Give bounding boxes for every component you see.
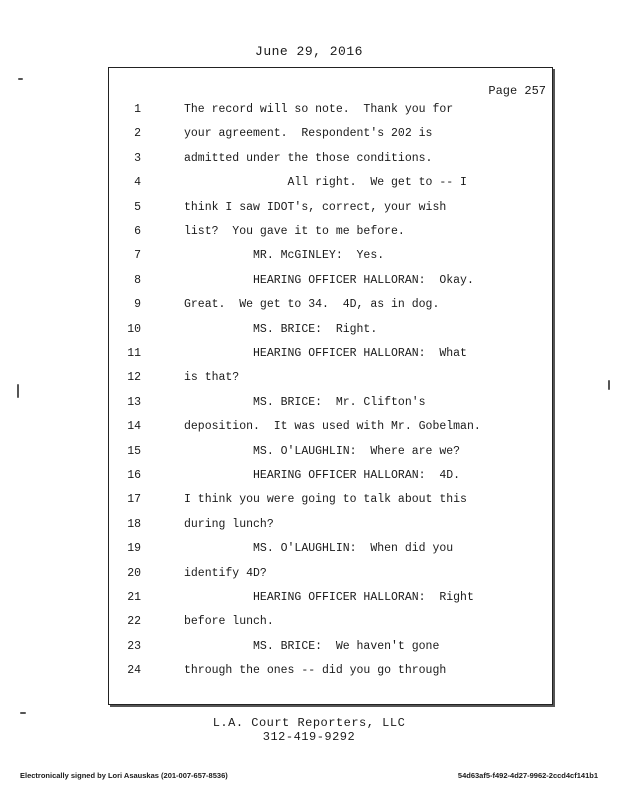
scan-speck [17,384,19,398]
line-text: All right. We get to -- I [184,176,467,190]
transcript-line [109,396,554,416]
header-date: June 29, 2016 [255,44,363,59]
line-text: I think you were going to talk about this [184,493,467,507]
transcript-line [109,493,554,513]
line-text: MS. O'LAUGHLIN: When did you [184,542,454,556]
line-text: MR. McGINLEY: Yes. [184,249,385,263]
line-text: during lunch? [184,517,274,531]
footer-company: L.A. Court Reporters, LLC [212,716,406,730]
line-number: 23 [127,639,141,653]
line-text: HEARING OFFICER HALLORAN: 4D. [184,469,461,482]
scan-speck [18,78,23,80]
line-text: list? You gave it to me before. [184,225,405,238]
transcript-line [109,103,554,123]
line-text: MS. BRICE: We haven't gone [184,639,440,653]
line-number: 19 [127,542,141,556]
transcript-line [109,323,554,343]
transcript-line [109,249,554,269]
line-number: 4 [134,176,141,190]
transcript-line [109,445,554,465]
line-text: think I saw IDOT's, correct, your wish [184,200,447,214]
scan-speck [20,712,26,714]
line-text: MS. BRICE: Right. [184,322,378,336]
line-text: deposition. It was used with Mr. Gobelman. [184,420,481,434]
transcript-line [109,225,554,245]
line-number: 10 [127,322,141,336]
line-number: 18 [127,517,141,531]
line-text: admitted under the those conditions. [184,151,433,165]
line-text: before lunch. [184,615,274,629]
transcript-line [109,298,554,318]
page-number: Page 257 [488,84,546,98]
line-text: MS. BRICE: Mr. Clifton's [184,395,426,409]
signature-id: 54d63af5-f492-4d27-9962-2ccd4cf141b1 [457,771,598,780]
line-text: HEARING OFFICER HALLORAN: What [184,347,467,360]
line-number: 20 [127,566,141,580]
line-number: 21 [127,591,141,604]
line-number: 16 [127,469,141,482]
signature-left: Electronically signed by Lori Asauskas (201-007-657-8536) [20,771,228,780]
line-number: 12 [127,371,141,385]
transcript-line [109,640,554,660]
line-text: your agreement. Respondent's 202 is [184,127,433,141]
transcript-line [109,152,554,172]
line-text: is that? [184,371,240,385]
line-number: 8 [134,273,141,287]
line-number: 22 [127,615,141,629]
transcript-line [109,518,554,538]
line-number: 15 [127,444,141,458]
line-number: 3 [134,151,141,165]
line-text: HEARING OFFICER HALLORAN: Right [184,591,474,604]
transcript-line [109,127,554,147]
transcript-line [109,420,554,440]
transcript-line [109,274,554,294]
transcript-line [109,469,554,489]
line-number: 9 [134,298,141,312]
transcript-line [109,371,554,391]
transcript-box [108,67,553,705]
transcript-line [109,542,554,562]
transcript-line [109,615,554,635]
line-number: 5 [134,200,141,214]
line-text: through the ones -- did you go through [184,664,447,678]
transcript-line [109,201,554,221]
line-number: 2 [134,127,141,141]
line-text: Great. We get to 34. 4D, as in dog. [184,298,440,312]
line-text: MS. O'LAUGHLIN: Where are we? [184,444,461,458]
line-number: 11 [127,347,141,360]
line-text: identify 4D? [184,566,267,580]
line-number: 14 [127,420,141,434]
line-number: 24 [127,664,141,678]
line-number: 17 [127,493,141,507]
transcript-line [109,567,554,587]
transcript-line [109,347,554,367]
line-number: 1 [134,103,141,116]
line-text: HEARING OFFICER HALLORAN: Okay. [184,273,474,287]
footer-phone: 312-419-9292 [262,730,356,744]
line-text: The record will so note. Thank you for [184,103,454,116]
line-number: 7 [134,249,141,263]
transcript-line [109,591,554,611]
scan-speck [608,380,610,390]
line-number: 6 [134,225,141,238]
transcript-line [109,664,554,684]
transcript-line [109,176,554,196]
line-number: 13 [127,395,141,409]
